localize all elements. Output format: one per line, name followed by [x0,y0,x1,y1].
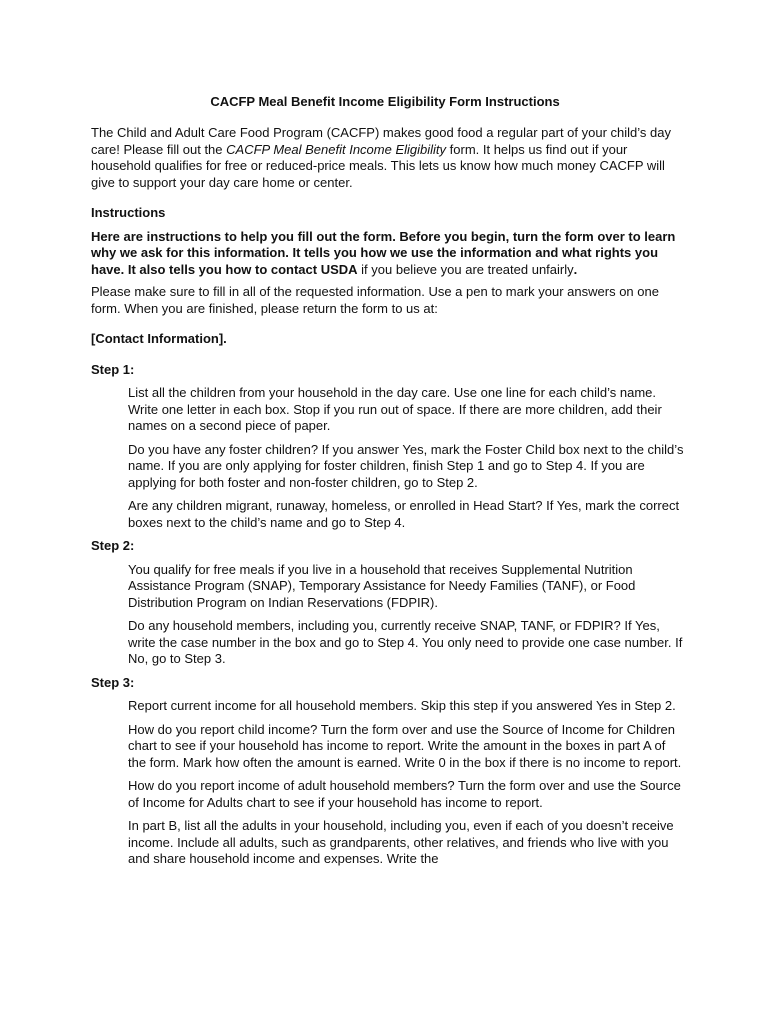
document-body [91,125,686,875]
step-1-paragraph: List all the children from your household in the day care. Use one line for each child’s name. Write one letter in each box. Stop if you run out of space. If there are more children, add their names on a second piece of paper. [128,385,662,433]
step-2-body [91,562,686,668]
step-2-paragraph: Do any household members, including you, currently receive SNAP, TANF, or FDPIR? If Yes, write the case number in the box and go to Step 4. You only need to provide one case number. If No, go to Step 3. [128,618,683,666]
intro-text-part1: The Child and Adult Care Food Program (CACFP) makes good food a regular part of your child’s day care! Please fill out the [91,125,671,157]
step-3-paragraph: How do you report child income? Turn the form over and use the Source of Income for Children chart to see if your household has income to report. Write the amount in the boxes in part A of the form. Mark how often the amount is earned. Write 0 in the box if there is no income to report. [128,721,682,770]
step-3-paragraph: In part B, list all the adults in your household, including you, even if each of you doesn’t receive income. Include all adults, such as grandparents, other relatives, and friends who live with you and share household income and expenses. Write the [128,818,674,866]
step-1-body [91,385,686,531]
intro-text-part2: form. It helps us find out if your household qualifies for free or reduced-price meals. This lets us know how much money CACFP will give to support your day care home or center. [91,141,665,190]
intro-form-name: CACFP Meal Benefit Income Eligibility [226,141,447,157]
intro-paragraph [91,125,686,191]
instructions-paragraph [91,229,686,279]
step-1-paragraph: Do you have any foster children? If you answer Yes, mark the Foster Child box next to the child’s name. If you are only applying for foster children, finish Step 1 and go to Step 4. If you are applying for both foster and non-foster children, go to Step 2. [128,441,684,490]
instructions-heading: Instructions [91,205,166,220]
step-2-paragraph: You qualify for free meals if you live in a household that receives Supplemental Nutrition Assistance Program (SNAP), Temporary Assistance for Needy Families (TANF), or Food Distribution Program on Indian Reservations (FDPIR). [128,561,636,610]
instructions-tail-text: if you believe you are treated unfairly [357,261,574,277]
step-1-paragraph: Are any children migrant, runaway, homeless, or enrolled in Head Start? If Yes, mark the correct boxes next to the child’s name and go to Step 4. [128,498,680,530]
step-2-heading: Step 2: [91,538,135,553]
contact-placeholder: [Contact Information]. [91,331,227,346]
step-1-heading: Step 1: [91,361,135,377]
instructions-bold-text: Here are instructions to help you fill out the form. Before you begin, turn the form over to learn why we ask for this information. It tells you how we use the information and what rights you have. It also tells you how to contact USDA [91,228,676,277]
pen-note-paragraph: Please make sure to fill in all of the requested information. Use a pen to mark your answers on one form. When you are finished, please return the form to us at: [91,284,659,316]
step-3-body [91,698,686,868]
instructions-period: . [573,261,578,277]
page-title: CACFP Meal Benefit Income Eligibility Form Instructions [210,94,560,109]
step-3-heading: Step 3: [91,674,135,690]
step-3-paragraph: How do you report income of adult household members? Turn the form over and use the Source of Income for Adults chart to see if your household has income to report. [128,778,681,810]
step-3-paragraph: Report current income for all household members. Skip this step if you answered Yes in Step 2. [128,698,676,713]
